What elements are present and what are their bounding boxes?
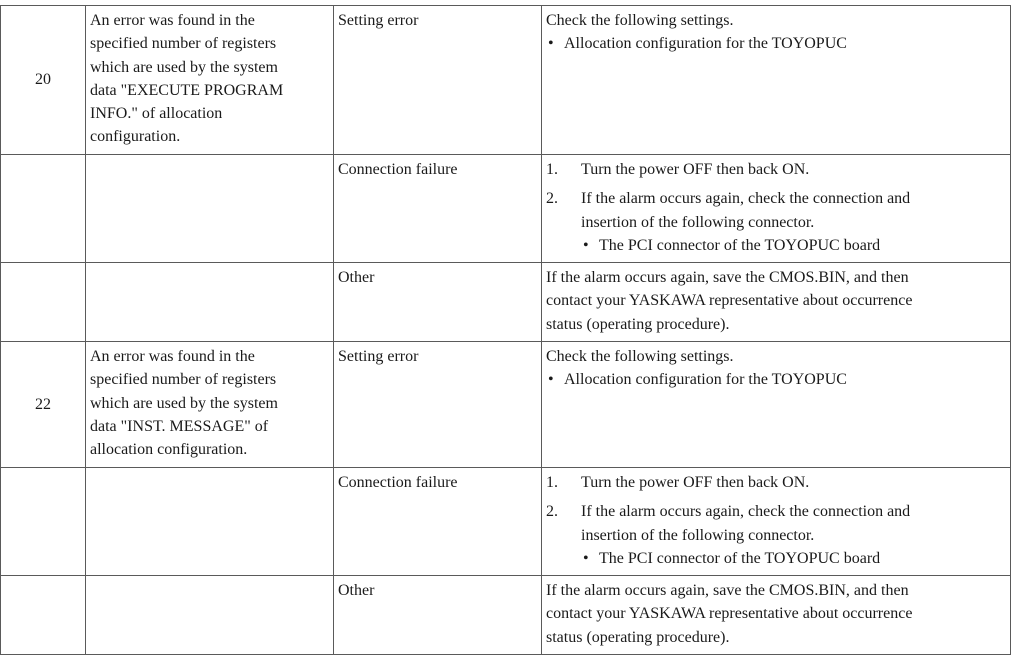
remedy-cell	[542, 6, 1011, 155]
meaning-line: An error was found in the	[90, 348, 255, 365]
step-number: 2.	[546, 190, 558, 208]
cause-cell	[334, 263, 542, 342]
step-number: 1.	[546, 474, 558, 491]
remedy-cell	[542, 263, 1011, 342]
remedy-step	[546, 158, 1006, 181]
cause-text: Other	[338, 269, 375, 286]
meaning-line: which are used by the system	[90, 394, 278, 412]
cause-text: Setting error	[338, 348, 419, 365]
table-row	[1, 155, 1011, 263]
remedy-line: contact your YASKAWA representative about occurrence	[546, 605, 913, 623]
table-row	[1, 6, 1011, 155]
step-text: If the alarm occurs again, check the connection and	[581, 503, 911, 521]
remedy-cell	[542, 342, 1011, 468]
alarm-code-cell	[1, 468, 86, 576]
remedy-bullet: • Allocation configuration for the TOYOPUC	[546, 368, 1006, 391]
cause-cell	[334, 6, 542, 155]
meaning-cell	[86, 6, 334, 155]
meaning-line: which are used by the system	[90, 58, 278, 76]
step-number: 1.	[546, 161, 558, 178]
remedy-line: If the alarm occurs again, save the CMOS.BIN, and then	[546, 269, 909, 286]
remedy-line: contact your YASKAWA representative about occurrence	[546, 292, 913, 310]
table-row	[1, 576, 1011, 655]
remedy-step	[546, 187, 1006, 234]
alarm-code-cell	[1, 155, 86, 263]
table-row	[1, 263, 1011, 342]
alarm-code: 20	[35, 71, 51, 89]
remedy-intro: Check the following settings.	[546, 12, 734, 29]
remedy-cell	[542, 155, 1011, 263]
meaning-line: data "INST. MESSAGE" of	[90, 417, 269, 435]
step-bullet: • The PCI connector of the TOYOPUC board	[546, 547, 1006, 570]
meaning-cell	[86, 263, 334, 342]
cause-text: Other	[338, 582, 375, 599]
remedy-line: status (operating procedure).	[546, 628, 730, 646]
cause-text: Setting error	[338, 12, 419, 29]
cause-cell	[334, 576, 542, 655]
table-row	[1, 468, 1011, 576]
cause-cell	[334, 342, 542, 468]
alarm-code-cell	[1, 576, 86, 655]
meaning-line: An error was found in the	[90, 12, 255, 29]
alarm-table	[0, 5, 1011, 655]
meaning-cell	[86, 576, 334, 655]
meaning-line: specified number of registers	[90, 371, 277, 389]
remedy-intro: Check the following settings.	[546, 348, 734, 365]
cause-text: Connection failure	[338, 161, 458, 178]
remedy-step	[546, 500, 1006, 547]
meaning-cell	[86, 468, 334, 576]
remedy-line: If the alarm occurs again, save the CMOS.BIN, and then	[546, 582, 909, 599]
table-row	[1, 342, 1011, 468]
cause-text: Connection failure	[338, 474, 458, 491]
meaning-line: configuration.	[90, 128, 181, 146]
remedy-line: status (operating procedure).	[546, 315, 730, 333]
cause-cell	[334, 155, 542, 263]
cause-cell	[334, 468, 542, 576]
meaning-cell	[86, 155, 334, 263]
meaning-line: INFO." of allocation	[90, 105, 223, 123]
step-text: insertion of the following connector.	[581, 213, 815, 231]
meaning-line: allocation configuration.	[90, 441, 248, 459]
meaning-line: specified number of registers	[90, 35, 277, 53]
remedy-step	[546, 471, 1006, 494]
alarm-code-cell	[1, 6, 86, 155]
step-text: If the alarm occurs again, check the connection and	[581, 190, 911, 208]
remedy-cell	[542, 576, 1011, 655]
step-text: insertion of the following connector.	[581, 526, 815, 544]
alarm-code-cell	[1, 263, 86, 342]
step-text: Turn the power OFF then back ON.	[581, 474, 810, 491]
alarm-code-cell	[1, 342, 86, 468]
step-number: 2.	[546, 503, 558, 521]
step-text: Turn the power OFF then back ON.	[581, 161, 810, 178]
alarm-code: 22	[35, 395, 51, 413]
meaning-cell	[86, 342, 334, 468]
remedy-cell	[542, 468, 1011, 576]
step-bullet: • The PCI connector of the TOYOPUC board	[546, 234, 1006, 257]
meaning-line: data "EXECUTE PROGRAM	[90, 81, 284, 99]
remedy-bullet: • Allocation configuration for the TOYOPUC	[546, 32, 1006, 55]
